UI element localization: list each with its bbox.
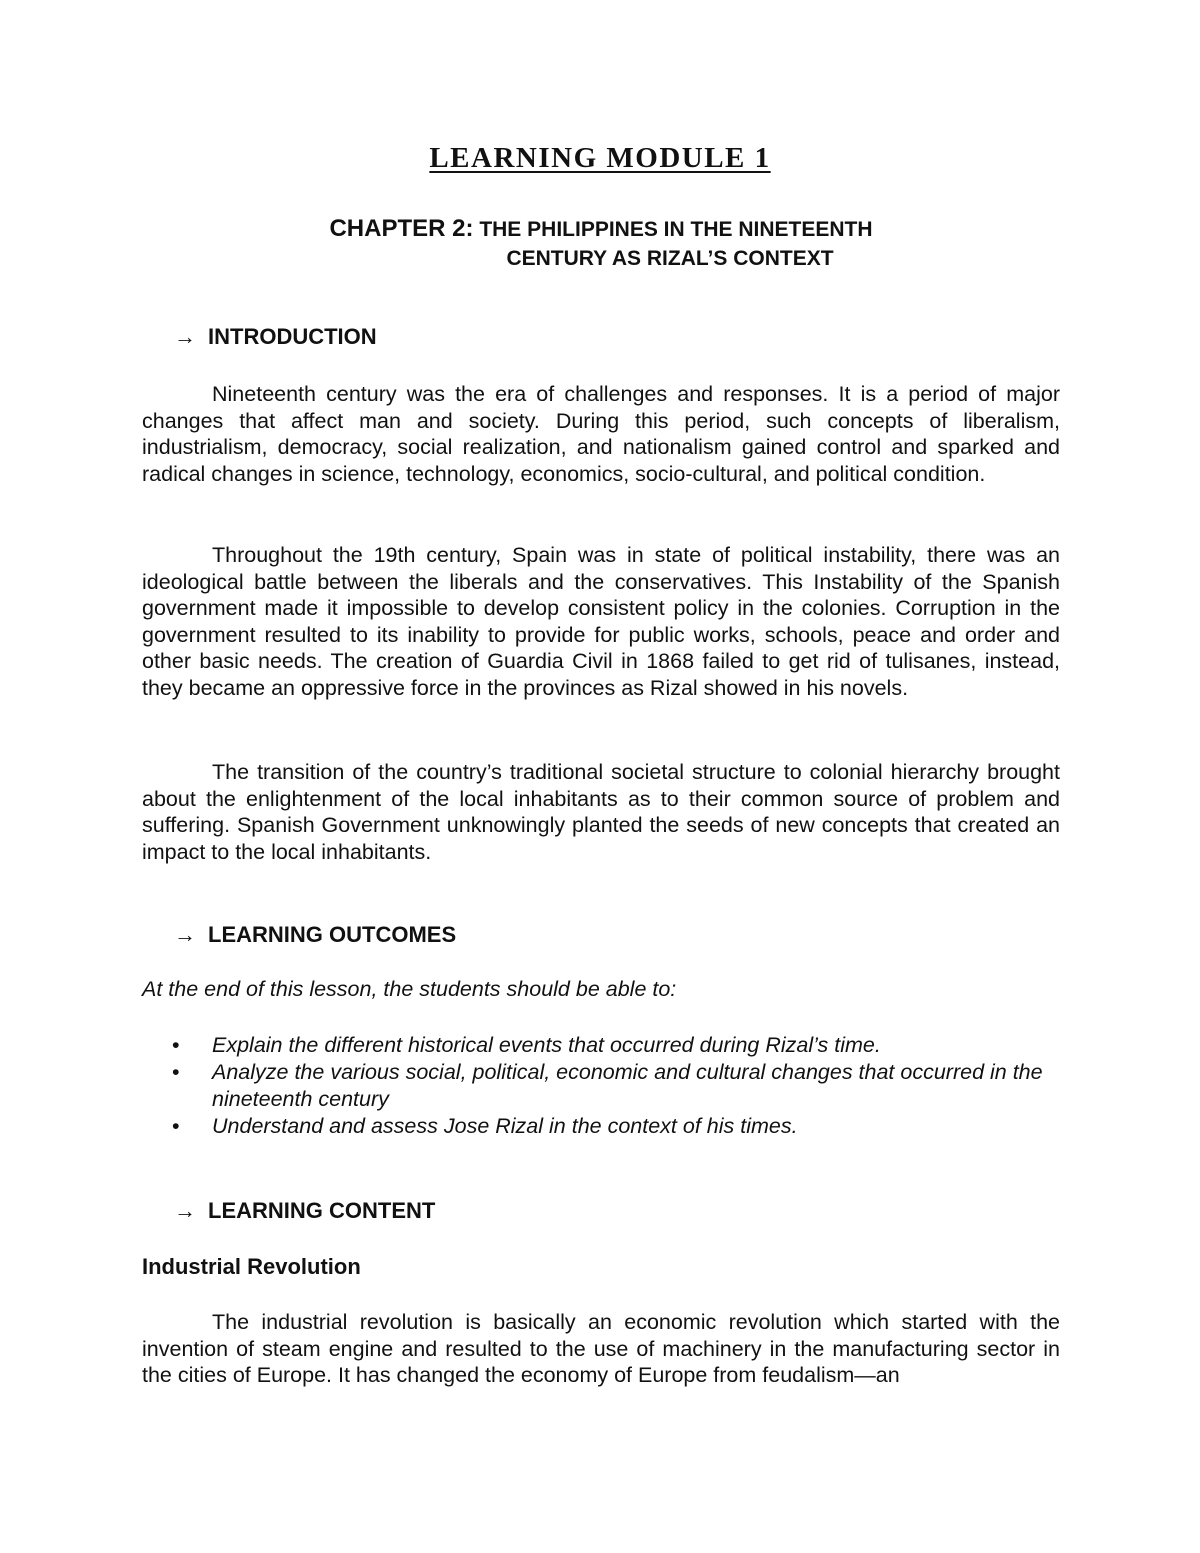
outcomes-lead-text: At the end of this lesson, the students should be able to: — [142, 977, 677, 1001]
learning-content-heading — [174, 1198, 435, 1224]
chapter-title-line-1 — [0, 214, 1200, 244]
introduction-paragraph-3: The transition of the country’s traditional societal structure to colonial hierarchy brought about the enlightenment of the local inhabitants as to their common source of problem and suffering. Spanish Government unknowingly planted the seeds of new concepts that created an impact to the local inhabitants. — [142, 760, 1060, 864]
bullet-icon: • — [172, 1060, 180, 1084]
bullet-icon: • — [172, 1114, 180, 1138]
outcome-text: Analyze the various social, political, economic and cultural changes that occurred in the nineteenth century — [212, 1060, 1043, 1111]
industrial-revolution-subheading: Industrial Revolution — [142, 1254, 361, 1279]
outcome-text: Understand and assess Jose Rizal in the context of his times. — [212, 1114, 798, 1138]
list-item — [142, 1032, 1072, 1059]
bullet-icon: • — [172, 1033, 180, 1057]
introduction-heading — [174, 324, 377, 350]
industrial-revolution-paragraph: The industrial revolution is basically an economic revolution which started with the invention of steam engine and resulted to the use of machinery in the manufacturing sector in the cities of Europe. It has changed the economy of Europe from feudalism—an — [142, 1310, 1060, 1387]
introduction-paragraph-2: Throughout the 19th century, Spain was in state of political instability, there was an ideological battle between the liberals and the conservatives. This Instability of the Spanish government made it impossible to develop consistent policy in the colonies. Corruption in the government resulted to its inability to provide for public works, schools, peace and order and other basic needs. The creation of Guardia Civil in 1868 failed to get rid of tulisanes, instead, they became an oppressive force in the provinces as Rizal showed in his novels. — [142, 543, 1060, 700]
arrow-right-icon: → — [174, 922, 196, 947]
chapter-title-text-1: THE PHILIPPINES IN THE NINETEENTH — [479, 218, 873, 241]
introduction-paragraph-1: Nineteenth century was the era of challenges and responses. It is a period of major changes that affect man and society. During this period, such concepts of liberalism, industrialism, democracy, social realization, and nationalism gained control and sparked and radical changes in science, technology, economics, socio-cultural, and political condition. — [142, 382, 1060, 486]
learning-content-heading-text: LEARNING CONTENT — [208, 1198, 436, 1223]
outcome-text: Explain the different historical events that occurred during Rizal’s time. — [212, 1033, 881, 1057]
arrow-right-icon: → — [174, 1198, 196, 1223]
chapter-number: CHAPTER 2: — [329, 215, 474, 242]
introduction-heading-text: INTRODUCTION — [208, 324, 377, 349]
list-item — [142, 1059, 1072, 1113]
chapter-title — [0, 214, 1200, 273]
module-title: LEARNING MODULE 1 — [429, 142, 771, 174]
arrow-right-icon: → — [174, 324, 196, 349]
learning-outcomes-heading — [174, 922, 456, 948]
list-item — [142, 1113, 1072, 1140]
chapter-title-line-2: CENTURY AS RIZAL’S CONTEXT — [506, 247, 834, 270]
outcomes-list — [142, 1032, 1072, 1140]
learning-outcomes-heading-text: LEARNING OUTCOMES — [208, 922, 457, 947]
